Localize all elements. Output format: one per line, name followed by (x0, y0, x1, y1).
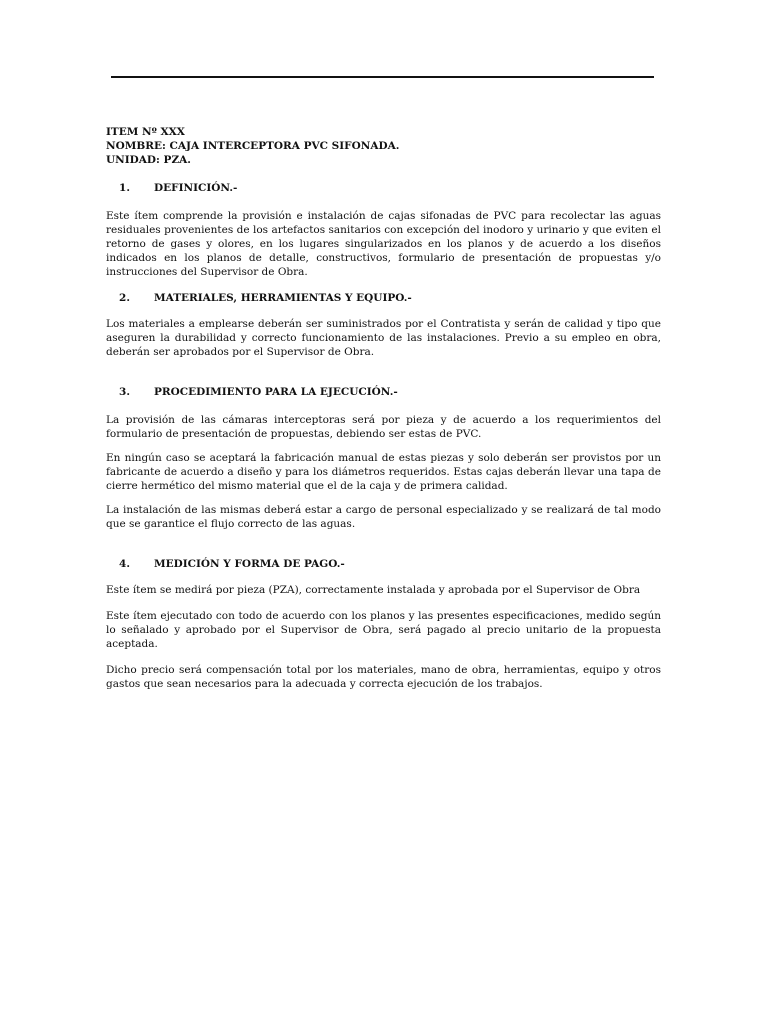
document-body (106, 125, 661, 691)
section-heading-materiales (106, 291, 661, 305)
paragraph: Dicho precio será compensación total por los materiales, mano de obra, herramientas, equipo y otros gastos que sean necesarios para la adecuada y correcta ejecución de los trabajos. (106, 664, 661, 690)
item-number: ITEM Nº XXX (106, 126, 185, 138)
section-heading-procedimiento (106, 385, 661, 399)
paragraph: Los materiales a emplearse deberán ser suministrados por el Contratista y serán de calidad y tipo que aseguren la durabilidad y correcto funcionamiento de las instalaciones. Previo a su empleo en obra, deberán ser aprobados por el Supervisor de Obra. (106, 318, 661, 358)
section-title: MEDICIÓN Y FORMA DE PAGO.- (154, 558, 345, 570)
paragraph: La provisión de las cámaras interceptoras será por pieza y de acuerdo a los requerimientos del formulario de presentación de propuestas, debiendo ser estas de PVC. (106, 414, 661, 440)
section-number: 3. (119, 386, 130, 398)
item-unit: UNIDAD: PZA. (106, 154, 191, 166)
section-heading-medicion (106, 557, 661, 571)
paragraph: Este ítem se medirá por pieza (PZA), correctamente instalada y aprobada por el Supervisor de Obra (106, 584, 641, 596)
paragraph: La instalación de las mismas deberá estar a cargo de personal especializado y se realizará de tal modo que se garantice el flujo correcto de las aguas. (106, 504, 661, 530)
item-name: NOMBRE: CAJA INTERCEPTORA PVC SIFONADA. (106, 140, 400, 152)
section-title: DEFINICIÓN.- (154, 182, 238, 194)
paragraph: Este ítem comprende la provisión e instalación de cajas sifonadas de PVC para recolectar las aguas residuales provenientes de los artefactos sanitarios con excepción del inodoro y urinario y que eviten el retorno de gases y olores, en los lugares singularizados en los planos y de acuerdo a los diseños indicados en los planos de detalle, constructivos, formulario de presentación de propuestas y/o instrucciones del Supervisor de Obra. (106, 210, 661, 278)
section-number: 2. (119, 292, 130, 304)
paragraph: Este ítem ejecutado con todo de acuerdo con los planos y las presentes especificaciones, medido según lo señalado y aprobado por el Supervisor de Obra, será pagado al precio unitario de la propuesta aceptada. (106, 610, 661, 650)
paragraph: En ningún caso se aceptará la fabricación manual de estas piezas y solo deberán ser provistos por un fabricante de acuerdo a diseño y para los diámetros requeridos. Estas cajas deberán llevar una tapa de cierre hermético del mismo material que el de la caja y de primera calidad. (106, 452, 661, 492)
section-title: MATERIALES, HERRAMIENTAS Y EQUIPO.- (154, 292, 412, 304)
header-rule (111, 76, 654, 78)
section-title: PROCEDIMIENTO PARA LA EJECUCIÓN.- (154, 386, 398, 398)
section-heading-definicion (106, 181, 661, 195)
section-number: 1. (119, 182, 130, 194)
section-number: 4. (119, 558, 130, 570)
